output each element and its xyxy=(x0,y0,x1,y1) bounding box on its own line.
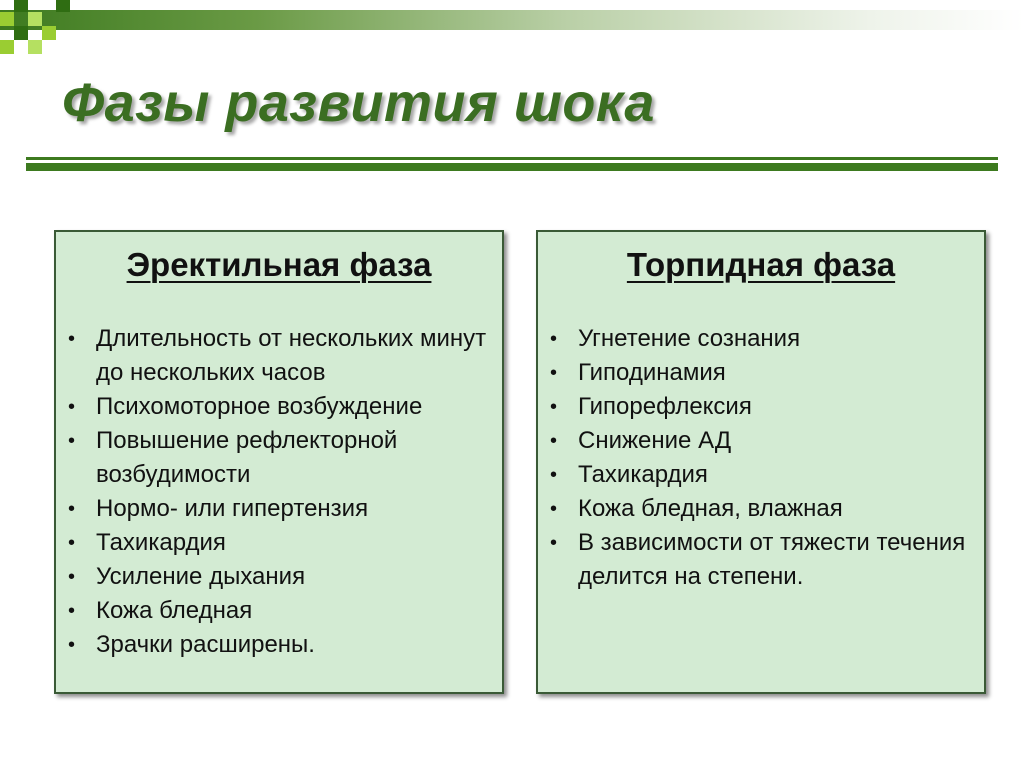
list-item: • Снижение АД xyxy=(578,424,974,458)
bullet-icon: • xyxy=(68,532,76,554)
list-item: • Нормо- или гипертензия xyxy=(96,492,492,526)
decorative-square xyxy=(28,12,42,26)
bullet-icon: • xyxy=(550,532,558,554)
bullet-icon: • xyxy=(550,430,558,452)
decorative-square xyxy=(0,40,14,54)
list-item: • Гипорефлексия xyxy=(578,390,974,424)
panel-heading: Эректильная фаза xyxy=(126,246,432,283)
symptom-list xyxy=(538,322,984,594)
torpid-phase-panel xyxy=(536,230,986,694)
bullet-icon: • xyxy=(68,600,76,622)
decorative-square xyxy=(56,0,70,12)
decorative-square xyxy=(42,26,56,40)
decorative-square xyxy=(28,40,42,54)
bullet-icon: • xyxy=(68,430,76,452)
title-divider-thick xyxy=(26,163,998,171)
bullet-icon: • xyxy=(550,464,558,486)
bullet-icon: • xyxy=(550,396,558,418)
slide-title: Фазы развития шока xyxy=(62,73,655,133)
list-item: • Гиподинамия xyxy=(578,356,974,390)
bullet-icon: • xyxy=(68,396,76,418)
list-item: • Кожа бледная, влажная xyxy=(578,492,974,526)
bullet-icon: • xyxy=(550,328,558,350)
list-item: • Усиление дыхания xyxy=(96,560,492,594)
list-item: • Тахикардия xyxy=(578,458,974,492)
title-divider-thin xyxy=(26,157,998,160)
decorative-square xyxy=(14,26,28,40)
top-decorative-band xyxy=(0,10,1024,30)
list-item: • Повышение рефлекторной возбудимости xyxy=(96,424,492,492)
bullet-icon: • xyxy=(550,362,558,384)
list-item: • Психомоторное возбуждение xyxy=(96,390,492,424)
list-item: • Длительность от нескольких минут до нескольких часов xyxy=(96,322,492,390)
bullet-icon: • xyxy=(68,566,76,588)
bullet-icon: • xyxy=(68,498,76,520)
list-item: • Кожа бледная xyxy=(96,594,492,628)
erectile-phase-panel xyxy=(54,230,504,694)
panel-heading: Торпидная фаза xyxy=(626,246,896,283)
symptom-list xyxy=(56,322,502,662)
list-item: • Зрачки расширены. xyxy=(96,628,492,662)
bullet-icon: • xyxy=(68,634,76,656)
list-item: • Угнетение сознания xyxy=(578,322,974,356)
list-item: • Тахикардия xyxy=(96,526,492,560)
decorative-square xyxy=(14,0,28,12)
bullet-icon: • xyxy=(68,328,76,350)
decorative-square xyxy=(0,12,14,26)
bullet-icon: • xyxy=(550,498,558,520)
list-item: • В зависимости от тяжести течения делится на степени. xyxy=(578,526,974,594)
